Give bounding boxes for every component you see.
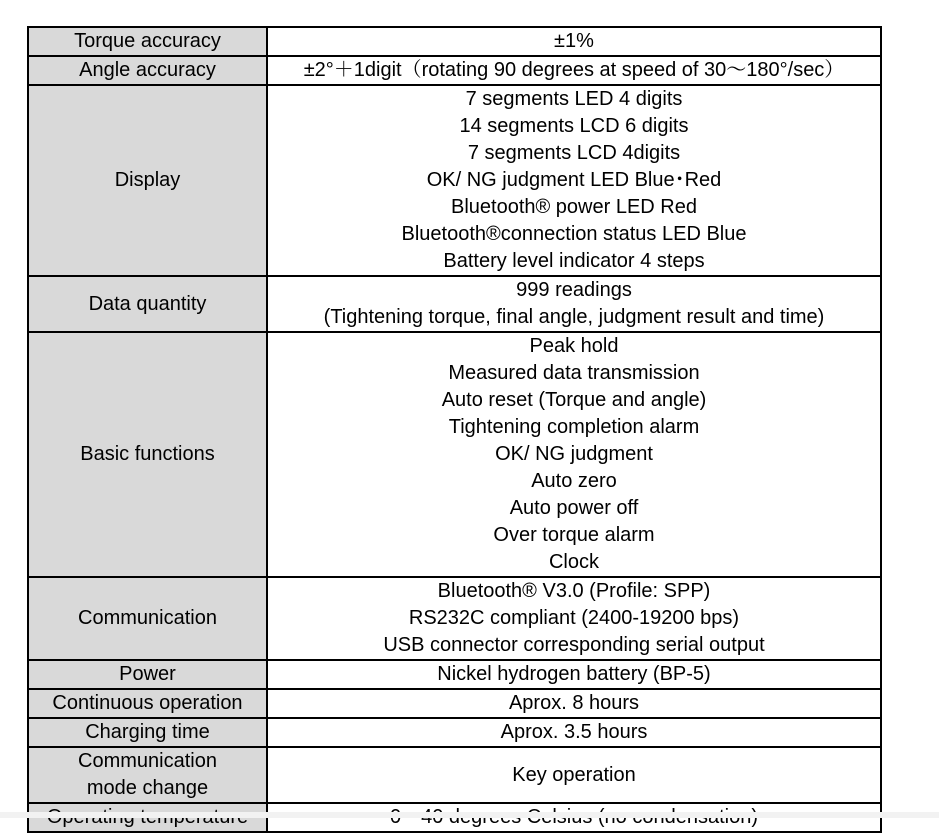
- table-row: [28, 718, 881, 747]
- row-label: Continuous operation: [28, 689, 267, 718]
- row-label: Communication mode change: [28, 747, 267, 803]
- table-row: [28, 276, 881, 332]
- row-value: Aprox. 3.5 hours: [267, 718, 881, 747]
- row-value: ±2°＋1digit（rotating 90 degrees at speed of 30～180°/sec）: [267, 56, 881, 85]
- table-row: [28, 689, 881, 718]
- row-label: Display: [28, 85, 267, 276]
- page-bottom-edge: [0, 812, 939, 818]
- row-label: Power: [28, 660, 267, 689]
- row-value: Peak hold Measured data transmission Auto reset (Torque and angle) Tightening completion alarm OK/ NG judgment Auto zero Auto power off Over torque alarm Clock: [267, 332, 881, 577]
- table-row: [28, 27, 881, 56]
- table-row: [28, 85, 881, 276]
- row-value: Key operation: [267, 747, 881, 803]
- row-value: Nickel hydrogen battery (BP-5): [267, 660, 881, 689]
- row-value: 7 segments LED 4 digits 14 segments LCD 6 digits 7 segments LCD 4digits OK/ NG judgment LED Blue･Red Bluetooth® power LED Red Bluetooth®connection status LED Blue Battery level indicator 4 steps: [267, 85, 881, 276]
- table-row: [28, 747, 881, 803]
- row-value: Aprox. 8 hours: [267, 689, 881, 718]
- table-row: [28, 577, 881, 660]
- row-label: Angle accuracy: [28, 56, 267, 85]
- row-label: Basic functions: [28, 332, 267, 577]
- row-label: Communication: [28, 577, 267, 660]
- table-row: [28, 56, 881, 85]
- row-label: Torque accuracy: [28, 27, 267, 56]
- row-label: Data quantity: [28, 276, 267, 332]
- row-value: 999 readings (Tightening torque, final angle, judgment result and time): [267, 276, 881, 332]
- row-value: ±1%: [267, 27, 881, 56]
- table-row: [28, 660, 881, 689]
- table-row: [28, 332, 881, 577]
- row-value: Bluetooth® V3.0 (Profile: SPP) RS232C compliant (2400-19200 bps) USB connector corresponding serial output: [267, 577, 881, 660]
- specification-table: [27, 26, 882, 833]
- row-label: Charging time: [28, 718, 267, 747]
